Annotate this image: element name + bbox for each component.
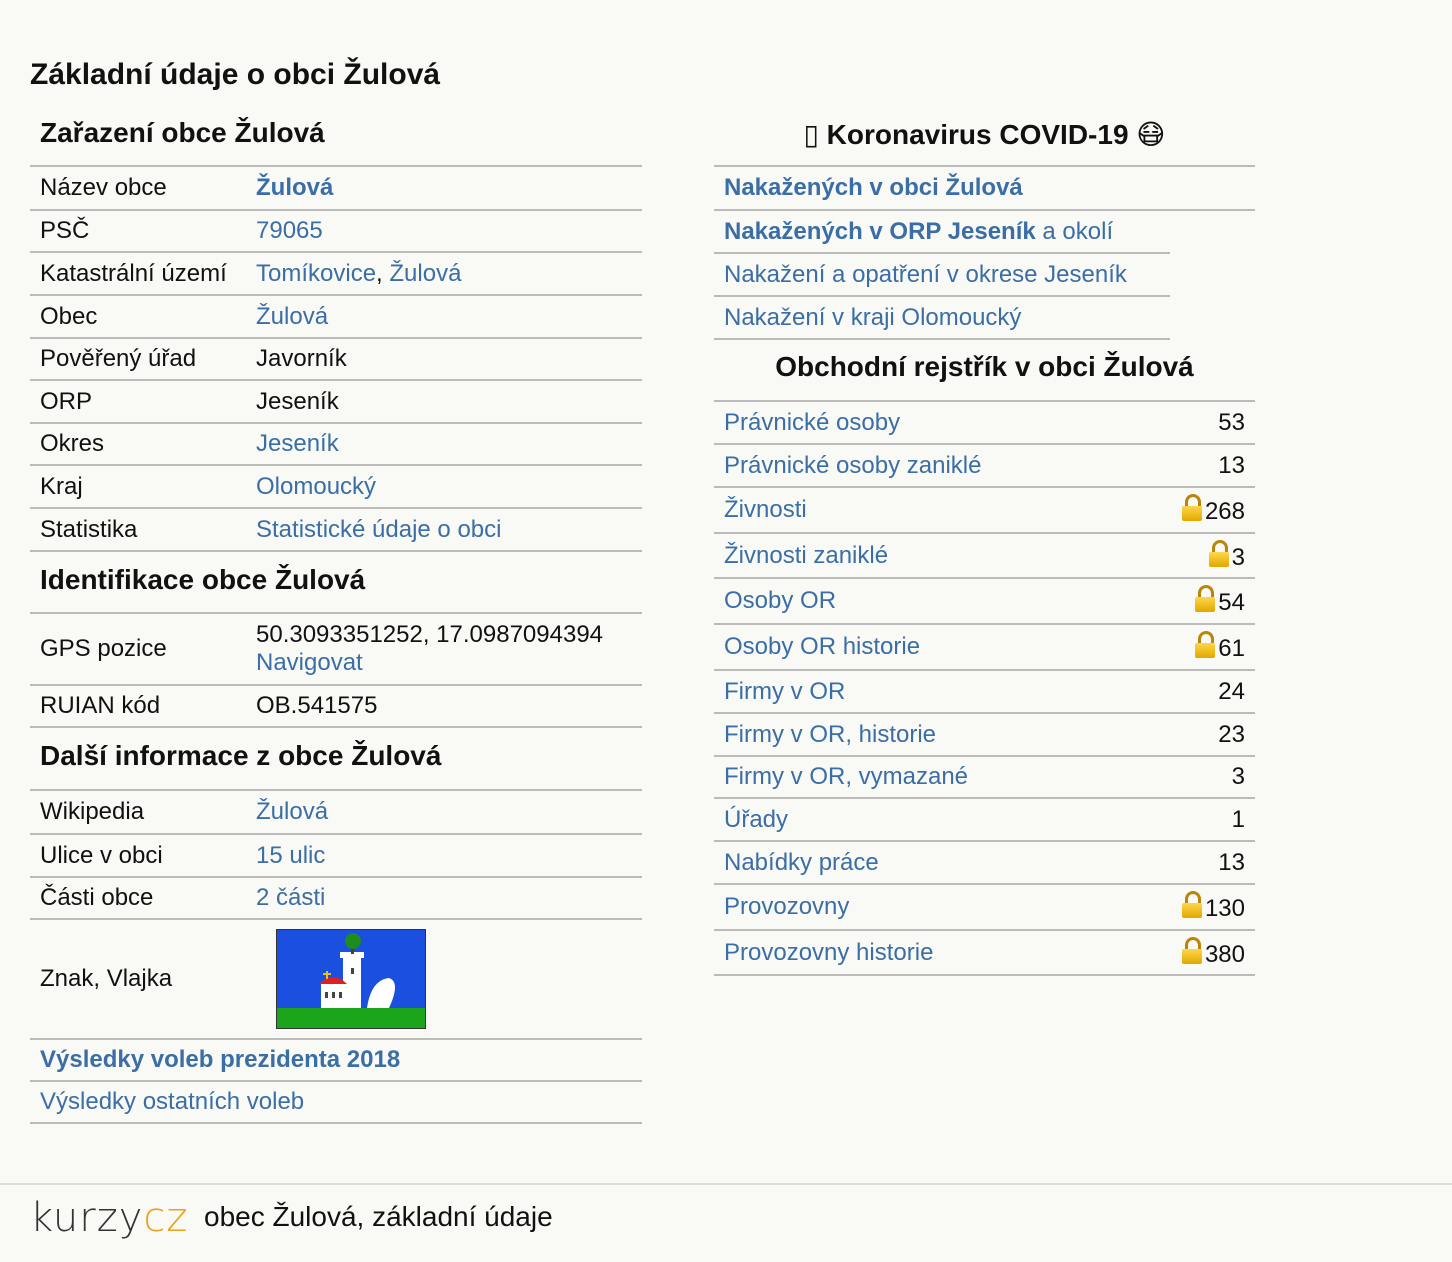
- list-item: [714, 211, 1170, 253]
- rejstrik-link[interactable]: Firmy v OR, vymazané: [724, 763, 969, 790]
- covid-links-2: [714, 211, 1170, 340]
- navigovat-link[interactable]: Navigovat: [256, 649, 363, 676]
- table-row: [714, 841, 1255, 884]
- dalsi-table: [30, 791, 642, 1124]
- count: 3: [1231, 543, 1245, 571]
- count: 61: [1218, 635, 1245, 662]
- count: 130: [1204, 895, 1245, 922]
- count: 23: [1218, 720, 1245, 748]
- rejstrik-link[interactable]: Firmy v OR, historie: [724, 720, 937, 748]
- separator: ,: [376, 259, 390, 287]
- lock-icon: [1195, 631, 1215, 659]
- table-row: [714, 756, 1255, 798]
- rejstrik-link[interactable]: Osoby OR historie: [724, 633, 921, 660]
- row-label: ORP: [30, 380, 246, 423]
- section-heading-rejstrik: Obchodní rejstřík v obci Žulová: [714, 340, 1255, 402]
- table-row: [30, 380, 642, 423]
- section-heading-zarazeni: Zařazení obce Žulová: [30, 112, 642, 167]
- page-title: Základní údaje o obci Žulová: [30, 58, 441, 91]
- statistika-link[interactable]: Statistické údaje o obci: [256, 515, 502, 543]
- row-label: PSČ: [30, 210, 246, 252]
- table-row: [714, 884, 1255, 930]
- table-row: [714, 402, 1255, 444]
- row-label: Obec: [30, 295, 246, 338]
- rejstrik-link[interactable]: Provozovny historie: [724, 938, 934, 966]
- table-row: [30, 423, 642, 465]
- covid-kraj-link[interactable]: Nakažení v kraji Olomoucký: [724, 303, 1022, 331]
- section-heading-covid: ▯ Koronavirus COVID-19 😷: [714, 112, 1255, 167]
- left-column: [30, 112, 642, 1124]
- volby-prezident-link[interactable]: Výsledky voleb prezidenta 2018: [40, 1046, 401, 1073]
- table-row: [30, 614, 642, 685]
- row-label: Katastrální území: [30, 252, 246, 295]
- list-item: [714, 296, 1170, 339]
- right-column: [714, 112, 1255, 976]
- kraj-link[interactable]: Olomoucký: [256, 472, 377, 500]
- ulice-link[interactable]: 15 ulic: [256, 841, 326, 869]
- rejstrik-link[interactable]: Úřady: [724, 805, 789, 833]
- row-label: Ulice v obci: [30, 834, 246, 877]
- table-row: [30, 877, 642, 919]
- rejstrik-table: [714, 402, 1255, 976]
- lock-icon: [1209, 540, 1229, 568]
- flag-image[interactable]: [276, 929, 426, 1029]
- table-row: [30, 210, 642, 252]
- rejstrik-link[interactable]: Nabídky práce: [724, 848, 879, 876]
- table-row: [714, 578, 1255, 624]
- covid-okres-link[interactable]: Nakažení a opatření v okrese Jeseník: [724, 260, 1127, 288]
- table-row: [714, 798, 1255, 841]
- covid-orp-rest: a okolí: [1035, 217, 1114, 245]
- table-row: [30, 1081, 642, 1123]
- table-row: [714, 487, 1255, 533]
- count: 24: [1218, 677, 1245, 705]
- row-label: Části obce: [30, 877, 246, 919]
- lock-icon: [1182, 494, 1202, 522]
- covid-orp-link[interactable]: [724, 218, 1113, 245]
- lock-icon: [1182, 937, 1202, 965]
- row-label: Název obce: [30, 167, 246, 210]
- table-row: [30, 167, 642, 210]
- covid-obec-link[interactable]: Nakažených v obci Žulová: [724, 174, 1023, 201]
- gps-value: 50.3093351252, 17.0987094394: [256, 621, 604, 648]
- row-label: Znak, Vlajka: [30, 919, 246, 1039]
- table-row: [30, 465, 642, 508]
- okres-link[interactable]: Jeseník: [256, 430, 339, 457]
- row-label: Okres: [30, 423, 246, 465]
- rejstrik-link[interactable]: Živnosti zaniklé: [724, 541, 889, 569]
- row-label: GPS pozice: [30, 614, 246, 685]
- table-row: [714, 670, 1255, 713]
- table-row: [30, 685, 642, 727]
- lock-icon: [1182, 891, 1202, 919]
- logo-part1: kurzy: [30, 1195, 144, 1241]
- table-row: [714, 624, 1255, 670]
- lock-icon: [1195, 585, 1215, 613]
- katastr-link-2[interactable]: Žulová: [389, 259, 462, 287]
- ruian-value: OB.541575: [246, 685, 642, 727]
- kurzy-logo[interactable]: [30, 1195, 188, 1241]
- wikipedia-link[interactable]: Žulová: [256, 798, 329, 825]
- row-label: RUIAN kód: [30, 685, 246, 727]
- identifikace-table: [30, 614, 642, 728]
- section-heading-identifikace: Identifikace obce Žulová: [30, 552, 642, 614]
- table-row: [714, 444, 1255, 487]
- table-row: [714, 533, 1255, 578]
- rejstrik-link[interactable]: Právnické osoby: [724, 408, 901, 436]
- list-item: [714, 253, 1170, 296]
- row-label: Kraj: [30, 465, 246, 508]
- section-heading-dalsi: Další informace z obce Žulová: [30, 728, 642, 791]
- count: 53: [1218, 408, 1245, 436]
- count: 3: [1231, 763, 1245, 790]
- count: 1: [1231, 805, 1245, 833]
- rejstrik-link[interactable]: Právnické osoby zaniklé: [724, 451, 982, 479]
- count: 54: [1218, 589, 1245, 616]
- logo-part2: cz: [143, 1195, 189, 1241]
- casti-link[interactable]: 2 části: [256, 884, 326, 911]
- count: 380: [1204, 940, 1245, 968]
- count: 268: [1204, 498, 1245, 525]
- table-row: [714, 713, 1255, 756]
- table-row: [30, 1039, 642, 1081]
- obec-link[interactable]: Žulová: [256, 302, 329, 330]
- table-row: [30, 338, 642, 380]
- table-row: [30, 295, 642, 338]
- table-row: [30, 508, 642, 551]
- volby-ostatni-link[interactable]: Výsledky ostatních voleb: [40, 1088, 305, 1115]
- table-row: [30, 834, 642, 877]
- row-value: Jeseník: [246, 380, 642, 423]
- row-value: Javorník: [246, 338, 642, 380]
- list-item: [714, 167, 1255, 210]
- table-row: [30, 791, 642, 834]
- zarazeni-table: [30, 167, 642, 552]
- row-label: Wikipedia: [30, 791, 246, 834]
- row-label: Statistika: [30, 508, 246, 551]
- rejstrik-link[interactable]: Osoby OR: [724, 587, 837, 614]
- covid-orp-bold: Nakažených v ORP Jeseník: [724, 217, 1036, 245]
- table-row: [714, 930, 1255, 975]
- psc-link[interactable]: 79065: [256, 217, 323, 244]
- katastr-link-1[interactable]: Tomíkovice: [256, 259, 377, 287]
- obec-name-link[interactable]: Žulová: [256, 174, 334, 201]
- table-row: [30, 919, 642, 1039]
- covid-links: [714, 167, 1255, 211]
- row-label: Pověřený úřad: [30, 338, 246, 380]
- rejstrik-link[interactable]: Živnosti: [724, 496, 807, 523]
- table-row: [30, 252, 642, 295]
- rejstrik-link[interactable]: Firmy v OR: [724, 677, 846, 705]
- footer: [0, 1183, 1452, 1262]
- count: 13: [1218, 451, 1245, 479]
- footer-text: obec Žulová, základní údaje: [204, 1201, 553, 1232]
- count: 13: [1218, 848, 1245, 876]
- rejstrik-link[interactable]: Provozovny: [724, 893, 850, 920]
